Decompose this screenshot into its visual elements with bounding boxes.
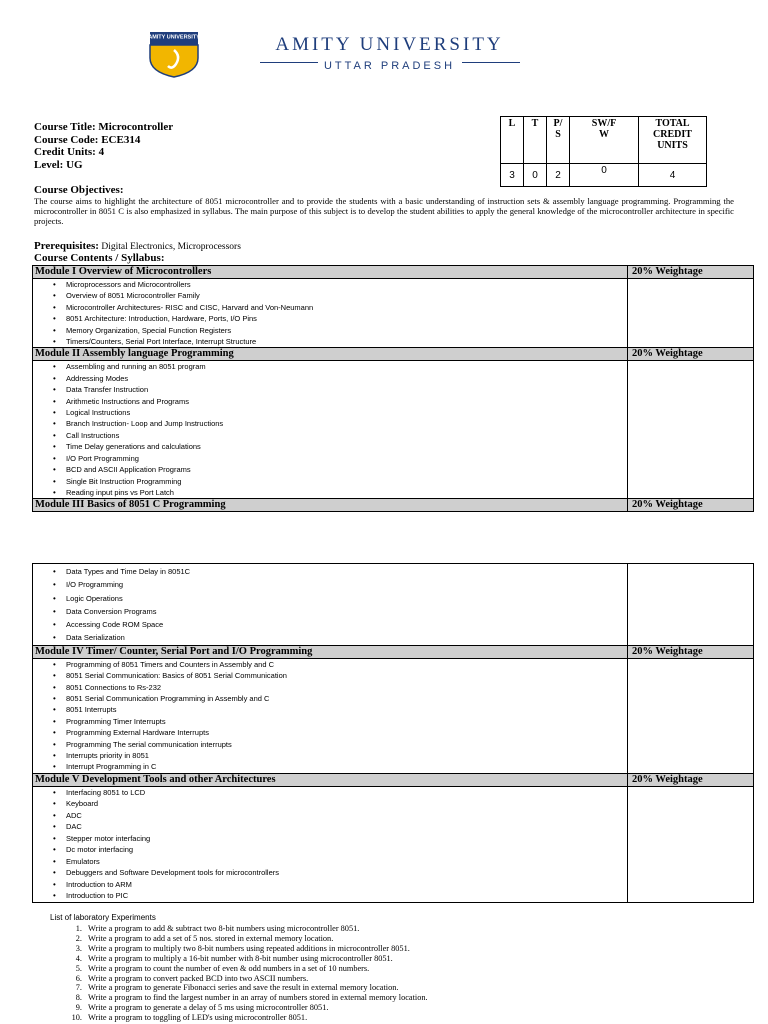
list-item: • Data Conversion Programs: [53, 605, 627, 618]
credits-header-cell: T: [524, 117, 547, 164]
university-name: AMITY UNIVERSITY: [275, 34, 504, 55]
list-item: • Introduction to PIC: [53, 890, 627, 902]
list-item: • Emulators: [53, 856, 627, 868]
amity-logo: [148, 30, 200, 78]
list-item: • 8051 Serial Communication: Basics of 8051 Serial Communication: [53, 670, 627, 681]
module-title: Module III Basics of 8051 C Programming: [33, 499, 628, 512]
list-item: • 8051 Interrupts: [53, 704, 627, 715]
lab-item: 10. Write a program to toggling of LED's using microcontroller 8051.: [71, 1013, 308, 1023]
list-item: • Branch Instruction- Loop and Jump Instructions: [53, 418, 627, 429]
module-content-row: [33, 658, 754, 773]
lab-item: 1. Write a program to add & subtract two 8-bit numbers using microcontroller 8051.: [75, 924, 360, 933]
list-item: • ADC: [53, 810, 627, 822]
module-title: Module V Development Tools and other Architectures: [33, 773, 628, 786]
course-info: [34, 121, 173, 171]
level-row: Level: UG: [34, 158, 83, 171]
university-header: [232, 34, 547, 72]
header-rule-left: [260, 62, 318, 63]
module-items: [33, 361, 627, 498]
module-items: [33, 279, 627, 347]
credits-header-cell: L: [501, 117, 524, 164]
credits-value-cell: 0: [570, 164, 639, 187]
list-item: • Call Instructions: [53, 430, 627, 441]
module-title: Module II Assembly language Programming: [33, 348, 628, 361]
list-item: • Interrupt Programming in C: [53, 761, 627, 772]
list-item: • Single Bit Instruction Programming: [53, 476, 627, 487]
module-content-row: [33, 786, 754, 902]
lab-item: 9. Write a program to generate a delay of 5 ms using microcontroller 8051.: [75, 1003, 329, 1013]
list-item: • 8051 Architecture: Introduction, Hardware, Ports, I/O Pins: [53, 313, 627, 324]
objectives-text: The course aims to highlight the architecture of 8051 microcontroller and to provide the students with a basic understanding of instruction sets & assembly language programming. Programming the microcontroller in 8051 C is also emphasized in syllabus. The main purpose of this subject is to develop the student abilities to apply the general knowledge of the microcontroller architecture in specific projects.: [34, 196, 734, 226]
list-item: • Introduction to ARM: [53, 879, 627, 891]
list-item: • I/O Port Programming: [53, 453, 627, 464]
module-items: [33, 787, 627, 902]
lab-item: 3. Write a program to multiply two 8-bit numbers using repeated additions in microcontroller 8051.: [75, 943, 410, 953]
credits-header-cell: SW/F W: [570, 117, 639, 164]
list-item: • DAC: [53, 821, 627, 833]
list-item: • Interrupts priority in 8051: [53, 750, 627, 761]
credits-value-cell: 0: [524, 164, 547, 187]
module-items: [33, 564, 627, 645]
list-item: • Interfacing 8051 to LCD: [53, 787, 627, 799]
module-weightage: 20% Weightage: [628, 773, 754, 786]
list-item: • Programming Timer Interrupts: [53, 716, 627, 727]
list-item: • Dc motor interfacing: [53, 844, 627, 856]
module-header-row: [33, 645, 754, 658]
lab-item: 7. Write a program to generate Fibonacci series and save the result in external memory location.: [75, 983, 399, 993]
list-item: • Stepper motor interfacing: [53, 833, 627, 845]
list-item: • Data Types and Time Delay in 8051C: [53, 565, 627, 578]
list-item: • Programming The serial communication interrupts: [53, 739, 627, 750]
shield-logo-icon: [148, 30, 200, 78]
lab-heading: List of laboratory Experiments: [50, 913, 156, 922]
list-item: • Data Serialization: [53, 631, 627, 644]
list-item: • Microcontroller Architectures- RISC and CISC, Harvard and Von-Neumann: [53, 302, 627, 313]
credits-value-cell: 2: [547, 164, 570, 187]
module-title: Module IV Timer/ Counter, Serial Port and I/O Programming: [33, 645, 628, 658]
module-header-row: [33, 348, 754, 361]
credits-header-cell: TOTAL CREDIT UNITS: [639, 117, 707, 164]
list-item: • Arithmetic Instructions and Programs: [53, 396, 627, 407]
lab-item: 8. Write a program to find the largest number in an array of numbers stored in external memory location.: [75, 993, 428, 1003]
list-item: • Programming of 8051 Timers and Counters in Assembly and C: [53, 659, 627, 670]
list-item: • Addressing Modes: [53, 373, 627, 384]
credits-value-cell: 3: [501, 164, 524, 187]
list-item: • Programming External Hardware Interrupts: [53, 727, 627, 738]
syllabus-table-page1: [32, 265, 754, 512]
lab-item: 5. Write a program to count the number of even & odd numbers in a set of 10 numbers.: [75, 963, 370, 973]
lab-item: 6. Write a program to convert packed BCD into two ASCII numbers.: [75, 973, 309, 983]
prerequisites: Prerequisites: Digital Electronics, Microprocessors: [34, 240, 241, 252]
lab-item: 4. Write a program to multiply a 16-bit number with 8-bit number using microcontroller 8051.: [75, 953, 393, 963]
module-header-row: [33, 773, 754, 786]
list-item: • 8051 Connections to Rs-232: [53, 682, 627, 693]
module-content-row: [33, 564, 754, 646]
list-item: • Microprocessors and Microcontrollers: [53, 279, 627, 290]
list-item: • Timers/Counters, Serial Port Interface, Interrupt Structure: [53, 336, 627, 347]
list-item: • Assembling and running an 8051 program: [53, 361, 627, 372]
module-weightage: 20% Weightage: [628, 348, 754, 361]
list-item: • Logic Operations: [53, 592, 627, 605]
credit-units-row: Credit Units: 4: [34, 146, 105, 158]
lab-item: 2. Write a program to add a set of 5 nos. stored in external memory location.: [75, 933, 334, 943]
course-code-row: Course Code: ECE314: [34, 133, 141, 146]
list-item: • Data Transfer Instruction: [53, 384, 627, 395]
contents-heading: Course Contents / Syllabus:: [34, 252, 165, 264]
module-weightage: 20% Weightage: [628, 645, 754, 658]
course-title-row: Course Title: Microcontroller: [34, 121, 174, 133]
list-item: • Keyboard: [53, 798, 627, 810]
lab-list: [66, 924, 428, 1023]
syllabus-table-page2: [32, 563, 754, 903]
list-item: • Overview of 8051 Microcontroller Family: [53, 290, 627, 301]
logo-text: AMITY UNIVERSITY: [148, 34, 200, 41]
module-weightage: 20% Weightage: [628, 266, 754, 279]
list-item: • 8051 Serial Communication Programming in Assembly and C: [53, 693, 627, 704]
module-content-row: [33, 361, 754, 499]
credits-table: [500, 116, 707, 187]
objectives-heading: Course Objectives:: [34, 184, 124, 196]
list-item: • Accessing Code ROM Space: [53, 618, 627, 631]
credits-value-cell: 4: [639, 164, 707, 187]
module-weightage: 20% Weightage: [628, 499, 754, 512]
module-title: Module I Overview of Microcontrollers: [33, 266, 628, 279]
module-header-row: [33, 266, 754, 279]
module-items: [33, 659, 627, 773]
campus-name: UTTAR PRADESH: [323, 60, 456, 72]
module-header-row: [33, 499, 754, 512]
list-item: • Time Delay generations and calculations: [53, 441, 627, 452]
list-item: • Memory Organization, Special Function Registers: [53, 325, 627, 336]
header-rule-right: [462, 62, 520, 63]
list-item: • Logical Instructions: [53, 407, 627, 418]
list-item: • Debuggers and Software Development tools for microcontrollers: [53, 867, 627, 879]
module-content-row: [33, 279, 754, 348]
credits-header-cell: P/ S: [547, 117, 570, 164]
list-item: • I/O Programming: [53, 578, 627, 591]
list-item: • Reading input pins vs Port Latch: [53, 487, 627, 498]
list-item: • BCD and ASCII Application Programs: [53, 464, 627, 475]
